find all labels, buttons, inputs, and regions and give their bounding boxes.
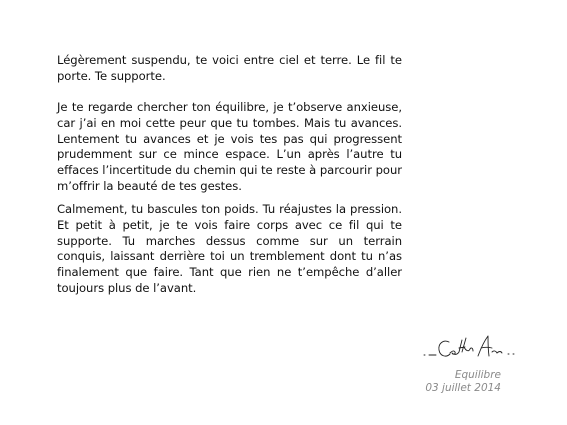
paragraph-2: Je te regarde chercher ton équilibre, je t’observe anxieuse, car j’ai en moi cette peur que tu tombes. Mais tu avances. Lentement tu avances et je vois tes pas qui progressent prudemment sur ce mince espace. L’un après l’autre tu effaces l’incertitude du chemin qui te reste à parcourir pour m’offrir la beauté de tes gestes. bbox=[57, 100, 402, 193]
paragraph-3: Calmement, tu bascules ton poids. Tu réajustes la pression. Et petit à petit, je te vois faire corps avec ce fil qui te supporte. Tu marches dessus comme sur un terrain conquis, laissant derrière toi un tremblement dont tu n’as finalement que faire. Tant que rien ne t’empêche d’aller toujours plus de l’avant. bbox=[57, 202, 402, 295]
handwritten-signature bbox=[422, 330, 517, 366]
paragraph-1: Légèrement suspendu, te voici entre ciel et terre. Le fil te porte. Te supporte. bbox=[57, 53, 402, 83]
caption-title: Equilibre bbox=[454, 369, 501, 381]
caption-date: 03 juillet 2014 bbox=[425, 382, 501, 394]
